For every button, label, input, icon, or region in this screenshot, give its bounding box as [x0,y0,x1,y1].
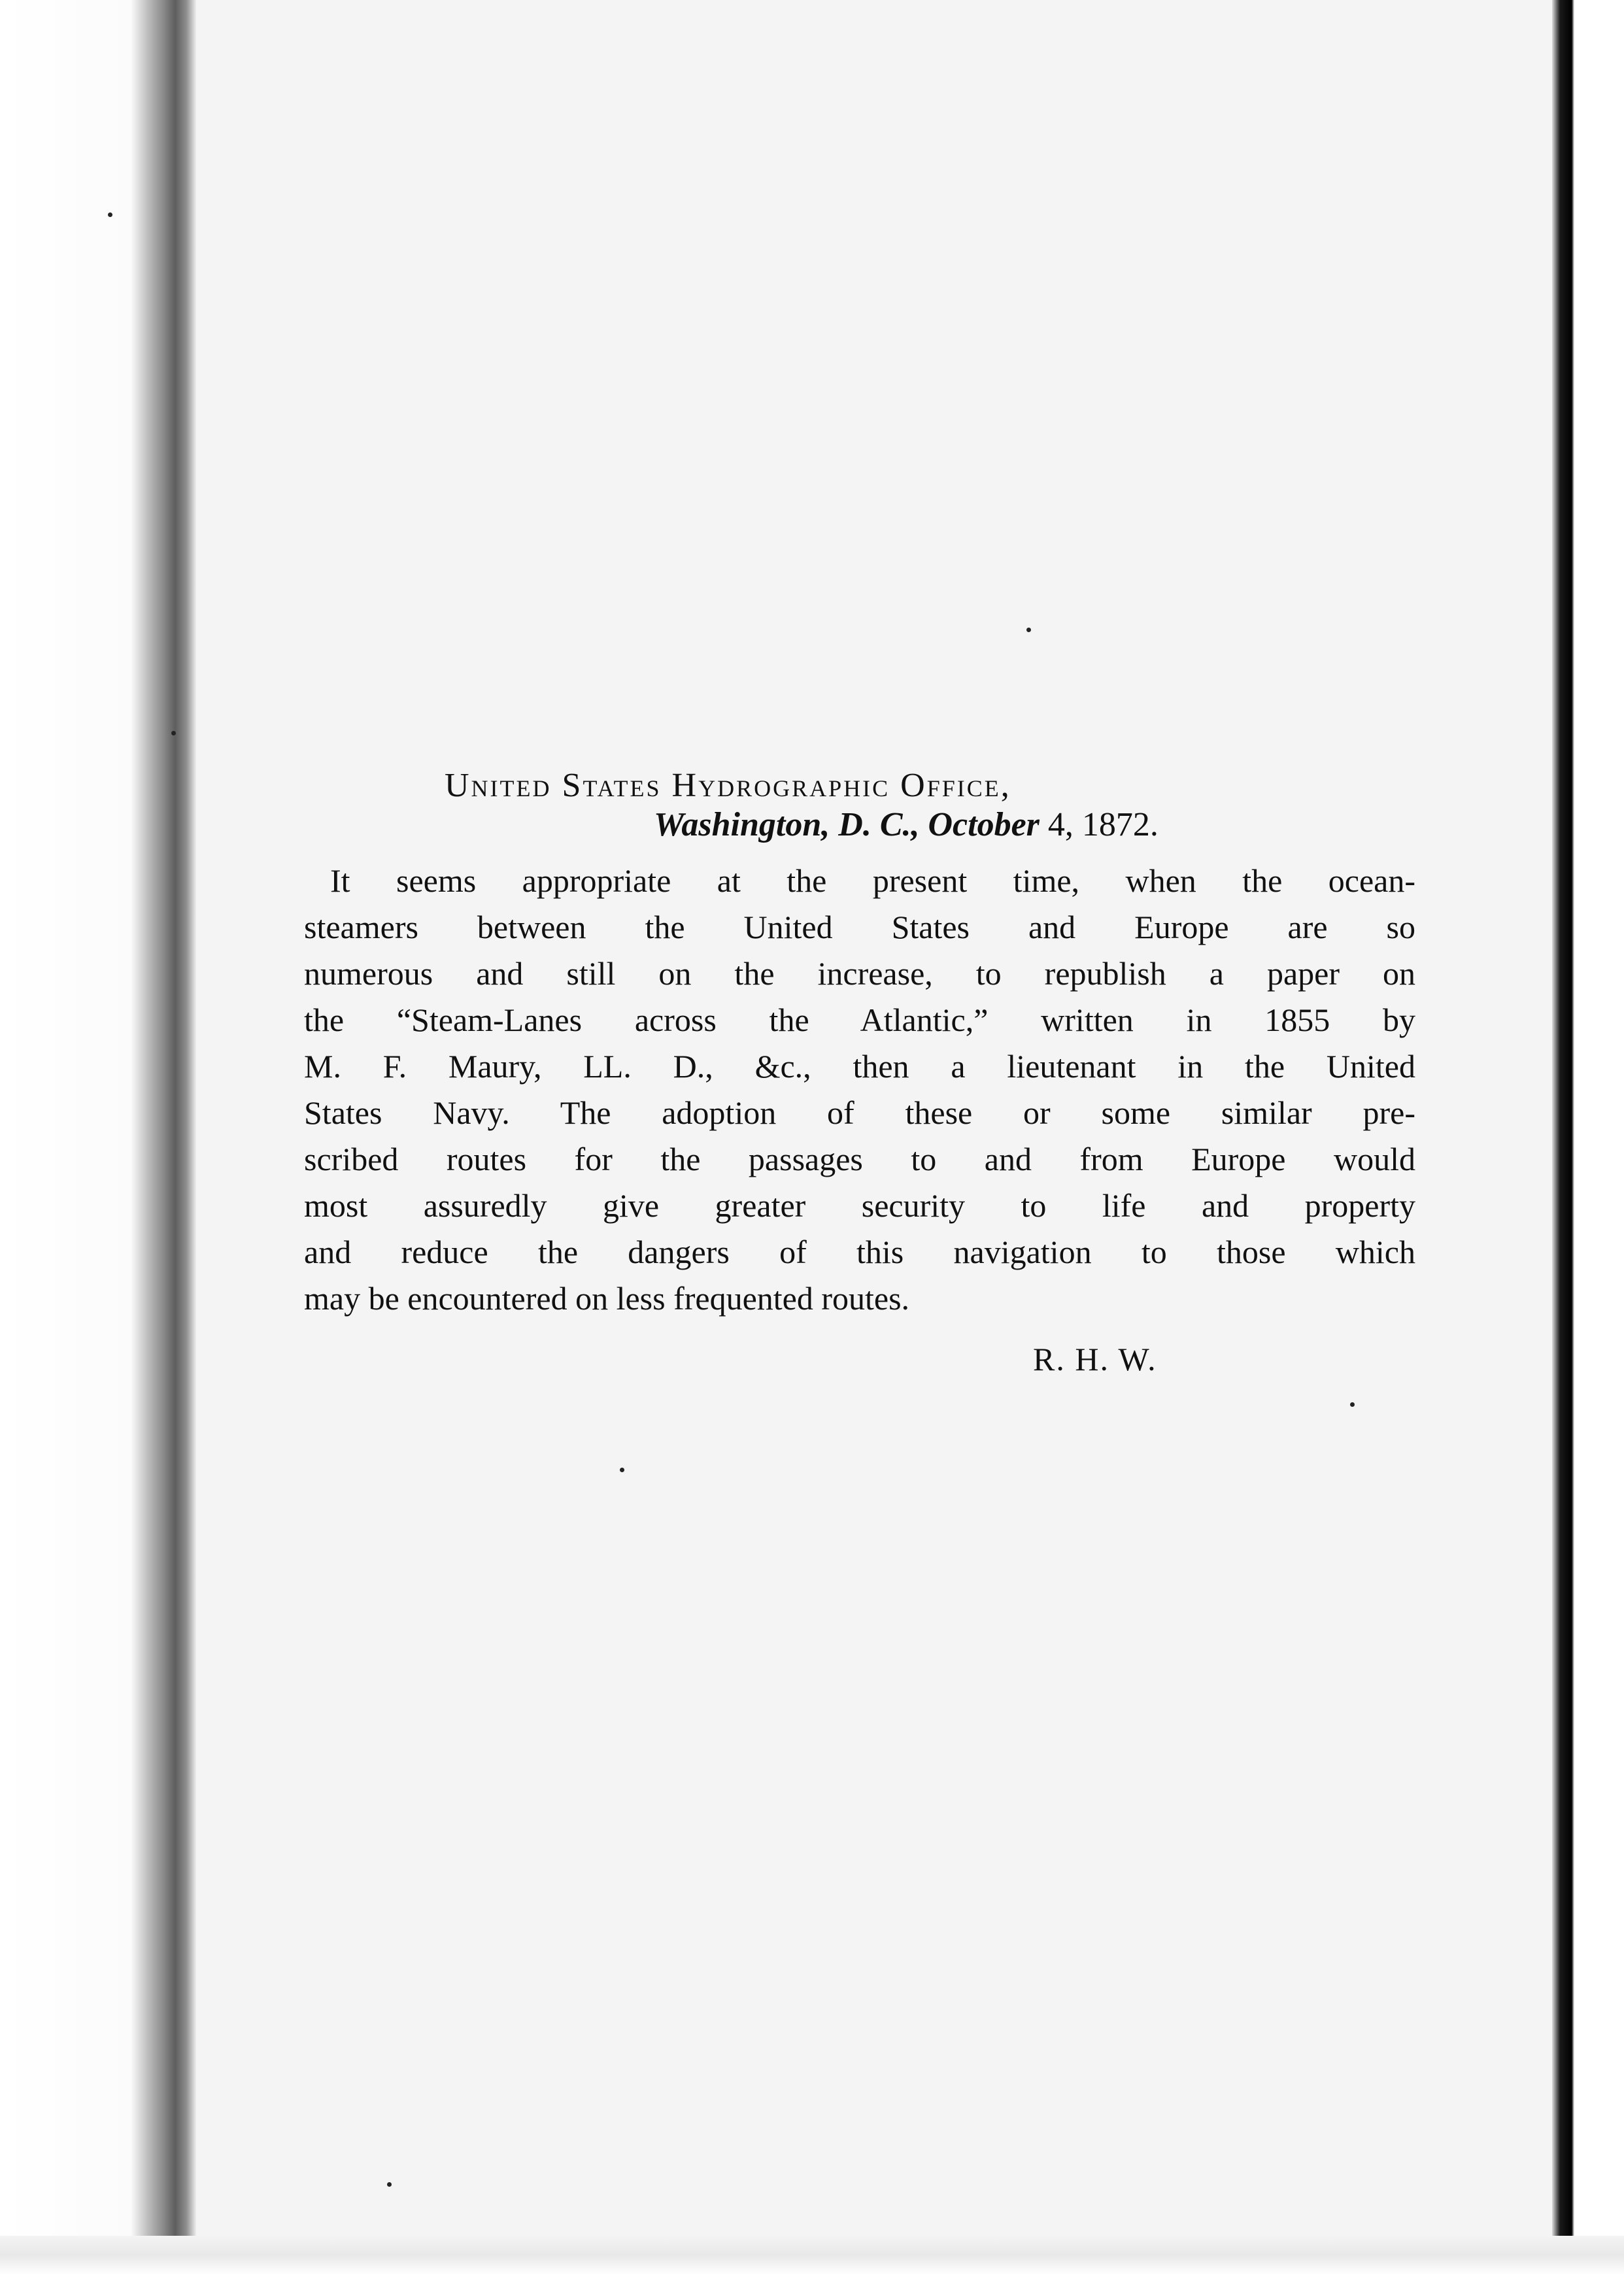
paragraph-line: most assuredly give greater security to life and property [304,1187,1415,1224]
paragraph-line: steamers between the United States and Europe are so [304,909,1415,945]
office-heading: United States Hydrographic Office, [445,767,1011,804]
scan-speck [620,1468,624,1472]
preface-paragraph [304,858,1415,1322]
paragraph-line: It seems appropriate at the present time, when the ocean- [330,862,1415,899]
paragraph-line: may be encountered on less frequented routes. [304,1280,910,1317]
document-page [196,0,1552,2275]
paragraph-line: and reduce the dangers of this navigation to those which [304,1234,1415,1270]
paragraph-line: the “Steam-Lanes across the Atlantic,” written in 1855 by [304,1002,1415,1038]
scan-edge-border [1552,0,1624,2275]
paragraph-line: numerous and still on the increase, to republish a paper on [304,955,1415,992]
scan-speck [1026,628,1031,632]
dateline-date: 4, 1872. [1039,806,1159,843]
book-gutter-shadow [0,0,196,2275]
signature-initials: R. H. W. [1033,1341,1157,1377]
scan-speck [108,212,112,217]
dateline-place: Washington, D. C., October [654,806,1040,843]
dateline [654,805,1159,844]
paragraph-line: States Navy. The adoption of these or some similar pre- [304,1094,1415,1131]
paragraph-line: scribed routes for the passages to and from Europe would [304,1141,1415,1177]
scan-speck [171,731,176,735]
paragraph-line: M. F. Maury, LL. D., &c., then a lieutenant in the United [304,1048,1415,1085]
scan-speck [1350,1402,1355,1407]
scan-speck [387,2182,392,2187]
